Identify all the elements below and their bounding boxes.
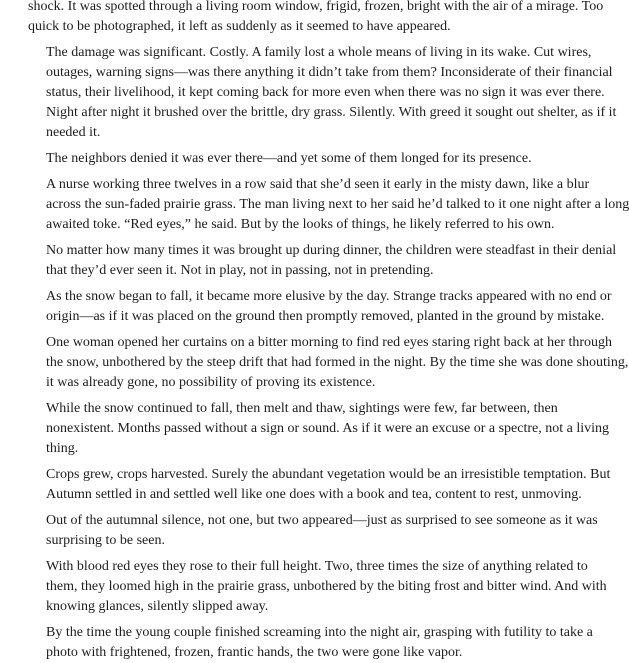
text-line: Autumn settled in and settled well like one does with a book and tea, content to rest, unmoving.	[46, 487, 582, 502]
paragraph	[28, 149, 588, 169]
text-line: By the time the young couple finished screaming into the night air, grasping with futility to take a	[46, 625, 593, 640]
paragraph	[28, 465, 611, 505]
text-line: nonexistent. Months passed without a sign or sound. As if it were an excuse or a spectre, not a living	[46, 421, 610, 436]
text-line: With blood red eyes they rose to their full height. Two, three times the size of anything related to	[46, 559, 588, 574]
text-line: them, they loomed high in the prairie grass, unbothered by the biting frost and bitter wind. And with	[46, 579, 607, 594]
text-line: shock. It was spotted through a living room window, frigid, frozen, bright with the air of a mirage. Too	[28, 0, 604, 14]
text-line: Out of the autumnal silence, not one, but two appeared—just as surprised to see someone as it was	[46, 513, 598, 528]
text-line: The neighbors denied it was ever there—and yet some of them longed for its presence.	[46, 151, 532, 166]
text-line: thing.	[46, 441, 79, 456]
paragraph	[28, 241, 617, 281]
paragraph	[28, 287, 612, 327]
paragraph	[28, 175, 629, 235]
paragraph	[28, 0, 604, 37]
text-line: While the snow continued to fall, then melt and thaw, sightings were few, far between, then	[46, 401, 558, 416]
paragraph	[28, 557, 607, 617]
text-line: One woman opened her curtains on a bitter morning to find red eyes staring right back at her through	[46, 335, 613, 350]
text-line: Crops grew, crops harvested. Surely the abundant vegetation would be an irresistible temptation. But	[46, 467, 611, 482]
text-line: photo with frightened, frozen, frantic hands, the two were gone like vapor.	[46, 645, 463, 660]
paragraph	[28, 333, 629, 393]
paragraph	[28, 399, 610, 459]
text-line: No matter how many times it was brought up during dinner, the children were steadfast in their denial	[46, 243, 617, 258]
text-line: across the sun-faded prairie grass. The man living next to her said he’d talked to it one night after a long	[46, 197, 629, 212]
text-line: the snow, unbothered by the steep drift that had formed in the night. By the time she was done shouting,	[46, 355, 629, 370]
text-line: awaited toke. “Red eyes,” he said. But by the looks of things, he likely referred to his own.	[46, 217, 555, 232]
text-line: origin—as if it was placed on the ground then promptly removed, planted in the ground by mistake.	[46, 309, 605, 324]
text-line: knowing glances, silently slipped away.	[46, 599, 269, 614]
text-line: needed it.	[46, 125, 101, 140]
text-line: quick to be photographed, it left as suddenly as it seemed to have appeared.	[28, 19, 451, 34]
text-line: The damage was significant. Costly. A family lost a whole means of living in its wake. Cut wires,	[46, 45, 592, 60]
text-line: Night after night it brushed over the brittle, dry grass. Silently. With greed it sought out shelter, as if it	[46, 105, 617, 120]
document-body	[28, 0, 629, 663]
text-line: A nurse working three twelves in a row said that she’d seen it early in the misty dawn, like a blur	[46, 177, 590, 192]
text-line: that they’d ever seen it. Not in play, not in passing, not in pretending.	[46, 263, 434, 278]
paragraph	[28, 43, 617, 143]
text-line: outages, warning signs—was there anything it didn’t take from them? Inconsiderate of their financial	[46, 65, 613, 80]
text-line: As the snow began to fall, it became more elusive by the day. Strange tracks appeared with no end or	[46, 289, 612, 304]
paragraph	[28, 511, 598, 551]
paragraph	[28, 623, 593, 663]
text-line: it was already gone, no possibility of proving its existence.	[46, 375, 376, 390]
text-line: surprising to be seen.	[46, 533, 165, 548]
text-line: status, their livelihood, it kept coming back for more even when there was no sign it was ever there.	[46, 85, 605, 100]
